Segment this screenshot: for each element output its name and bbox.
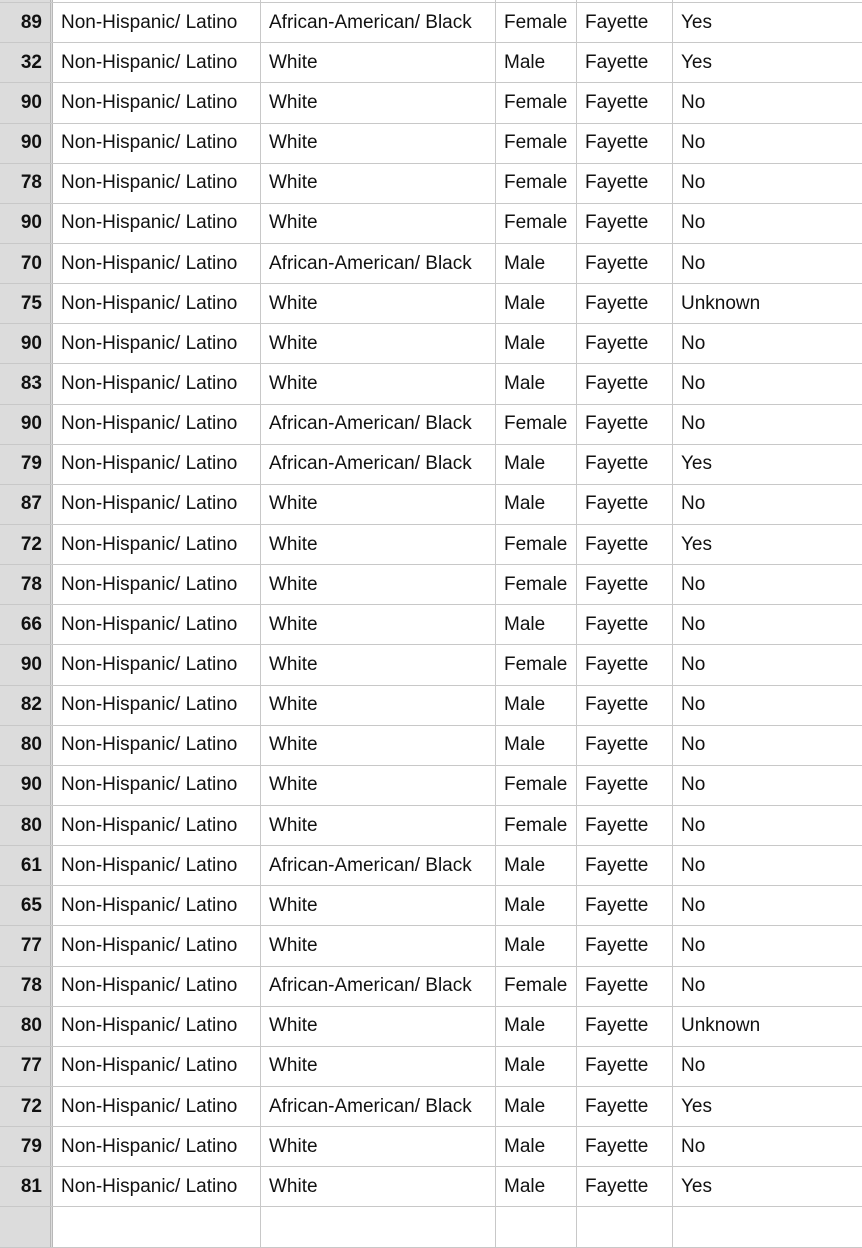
cell-age-header[interactable]: 72 bbox=[0, 525, 53, 564]
cell-age-header[interactable]: 80 bbox=[0, 726, 53, 765]
cell-county[interactable]: Fayette bbox=[577, 886, 673, 925]
table-row bbox=[0, 886, 862, 926]
cell-ethnicity[interactable]: Non-Hispanic/ Latino bbox=[53, 43, 261, 82]
cell-status[interactable]: No bbox=[681, 653, 706, 675]
table-row bbox=[0, 605, 862, 645]
cell-age-header[interactable]: 83 bbox=[0, 364, 53, 403]
cell-sex[interactable]: Male bbox=[496, 445, 577, 484]
cell-sex[interactable]: Male bbox=[496, 1127, 577, 1166]
cell-county[interactable]: Fayette bbox=[577, 967, 673, 1006]
cell-status[interactable]: No bbox=[681, 212, 706, 234]
cell-age-header[interactable]: 90 bbox=[0, 204, 53, 243]
cell-race[interactable]: White bbox=[261, 83, 496, 122]
cell-sex[interactable]: Female bbox=[496, 3, 577, 42]
cell-status[interactable] bbox=[673, 1207, 862, 1246]
cell-county[interactable]: Fayette bbox=[577, 1167, 673, 1206]
cell-race[interactable]: White bbox=[261, 1167, 496, 1206]
cell-ethnicity[interactable]: Non-Hispanic/ Latino bbox=[53, 244, 261, 283]
cell-county[interactable]: Fayette bbox=[577, 846, 673, 885]
cell-status[interactable]: No bbox=[681, 894, 706, 916]
cell-age-header[interactable]: 78 bbox=[0, 164, 53, 203]
cell-county[interactable]: Fayette bbox=[577, 364, 673, 403]
cell-county[interactable]: Fayette bbox=[577, 1007, 673, 1046]
table-row bbox=[0, 645, 862, 685]
cell-race[interactable] bbox=[261, 1207, 496, 1246]
cell-race[interactable]: White bbox=[261, 686, 496, 725]
cell-race[interactable]: White bbox=[261, 1007, 496, 1046]
table-row bbox=[0, 1127, 862, 1167]
cell-sex[interactable] bbox=[496, 1207, 577, 1246]
table-row bbox=[0, 324, 862, 364]
cell-age-header[interactable]: 79 bbox=[0, 1127, 53, 1166]
cell-ethnicity[interactable] bbox=[53, 0, 261, 2]
table-row bbox=[0, 926, 862, 966]
cell-age-header[interactable]: 75 bbox=[0, 284, 53, 323]
cell-race[interactable]: White bbox=[261, 926, 496, 965]
cell-status[interactable]: Yes bbox=[681, 1095, 712, 1117]
cell-ethnicity[interactable]: Non-Hispanic/ Latino bbox=[53, 605, 261, 644]
cell-county[interactable]: Fayette bbox=[577, 605, 673, 644]
cell-county[interactable]: Fayette bbox=[577, 43, 673, 82]
table-row bbox=[0, 164, 862, 204]
cell-ethnicity[interactable]: Non-Hispanic/ Latino bbox=[53, 445, 261, 484]
cell-age-header[interactable]: 90 bbox=[0, 324, 53, 363]
cell-ethnicity[interactable]: Non-Hispanic/ Latino bbox=[53, 726, 261, 765]
cell-sex[interactable] bbox=[496, 0, 577, 2]
cell-sex[interactable]: Male bbox=[496, 284, 577, 323]
cell-race[interactable]: White bbox=[261, 364, 496, 403]
cell-ethnicity[interactable]: Non-Hispanic/ Latino bbox=[53, 324, 261, 363]
cell-ethnicity[interactable] bbox=[53, 1207, 261, 1246]
cell-ethnicity[interactable]: Non-Hispanic/ Latino bbox=[53, 124, 261, 163]
cell-sex[interactable]: Female bbox=[496, 83, 577, 122]
table-row bbox=[0, 846, 862, 886]
cell-sex[interactable]: Male bbox=[496, 485, 577, 524]
cell-ethnicity[interactable]: Non-Hispanic/ Latino bbox=[53, 926, 261, 965]
cell-age-header[interactable]: 90 bbox=[0, 766, 53, 805]
cell-status[interactable]: Yes bbox=[681, 11, 712, 33]
cell-race[interactable]: White bbox=[261, 605, 496, 644]
cell-status[interactable]: Unknown bbox=[681, 1015, 761, 1037]
cell-status[interactable]: No bbox=[681, 573, 706, 595]
cell-ethnicity[interactable]: Non-Hispanic/ Latino bbox=[53, 3, 261, 42]
cell-sex[interactable]: Female bbox=[496, 806, 577, 845]
cell-age-header[interactable]: 82 bbox=[0, 686, 53, 725]
cell-ethnicity[interactable]: Non-Hispanic/ Latino bbox=[53, 806, 261, 845]
table-row bbox=[0, 244, 862, 284]
cell-sex[interactable]: Female bbox=[496, 124, 577, 163]
cell-ethnicity[interactable]: Non-Hispanic/ Latino bbox=[53, 1007, 261, 1046]
cell-race[interactable]: African-American/ Black bbox=[261, 846, 496, 885]
cell-race[interactable]: African-American/ Black bbox=[261, 967, 496, 1006]
cell-age-header[interactable]: 70 bbox=[0, 244, 53, 283]
table-row bbox=[0, 967, 862, 1007]
table-row bbox=[0, 204, 862, 244]
cell-race[interactable]: African-American/ Black bbox=[261, 405, 496, 444]
cell-race[interactable]: White bbox=[261, 284, 496, 323]
cell-race[interactable]: White bbox=[261, 886, 496, 925]
cell-race[interactable]: White bbox=[261, 164, 496, 203]
table-row bbox=[0, 284, 862, 324]
table-row bbox=[0, 124, 862, 164]
cell-age-header[interactable]: 78 bbox=[0, 565, 53, 604]
cell-status[interactable]: No bbox=[681, 132, 706, 154]
cell-age-header[interactable] bbox=[0, 1207, 53, 1246]
cell-status[interactable]: No bbox=[681, 854, 706, 876]
cell-ethnicity[interactable]: Non-Hispanic/ Latino bbox=[53, 886, 261, 925]
cell-county[interactable]: Fayette bbox=[577, 124, 673, 163]
table-row bbox=[0, 364, 862, 404]
cell-age-header[interactable]: 90 bbox=[0, 405, 53, 444]
cell-county[interactable]: Fayette bbox=[577, 485, 673, 524]
cell-race[interactable]: African-American/ Black bbox=[261, 1087, 496, 1126]
cell-ethnicity[interactable]: Non-Hispanic/ Latino bbox=[53, 1167, 261, 1206]
cell-age-header[interactable]: 90 bbox=[0, 645, 53, 684]
cell-ethnicity[interactable]: Non-Hispanic/ Latino bbox=[53, 164, 261, 203]
cell-sex[interactable]: Female bbox=[496, 525, 577, 564]
cell-county[interactable]: Fayette bbox=[577, 1087, 673, 1126]
cell-age-header[interactable]: 80 bbox=[0, 1007, 53, 1046]
cell-county[interactable]: Fayette bbox=[577, 686, 673, 725]
cell-ethnicity[interactable]: Non-Hispanic/ Latino bbox=[53, 284, 261, 323]
cell-age-header[interactable]: 90 bbox=[0, 83, 53, 122]
cell-status[interactable]: No bbox=[681, 694, 706, 716]
cell-ethnicity[interactable]: Non-Hispanic/ Latino bbox=[53, 766, 261, 805]
cell-sex[interactable]: Female bbox=[496, 204, 577, 243]
cell-sex[interactable]: Male bbox=[496, 846, 577, 885]
cell-age-header[interactable]: 77 bbox=[0, 926, 53, 965]
cell-ethnicity[interactable]: Non-Hispanic/ Latino bbox=[53, 83, 261, 122]
cell-sex[interactable]: Male bbox=[496, 605, 577, 644]
cell-status[interactable]: No bbox=[681, 252, 706, 274]
cell-ethnicity[interactable]: Non-Hispanic/ Latino bbox=[53, 846, 261, 885]
table-row bbox=[0, 766, 862, 806]
cell-age-header[interactable]: 66 bbox=[0, 605, 53, 644]
cell-race[interactable]: White bbox=[261, 766, 496, 805]
cell-sex[interactable]: Female bbox=[496, 766, 577, 805]
cell-county[interactable]: Fayette bbox=[577, 204, 673, 243]
cell-sex[interactable]: Female bbox=[496, 967, 577, 1006]
cell-ethnicity[interactable]: Non-Hispanic/ Latino bbox=[53, 204, 261, 243]
cell-age-header[interactable]: 81 bbox=[0, 1167, 53, 1206]
cell-status[interactable]: No bbox=[681, 1135, 706, 1157]
cell-county[interactable]: Fayette bbox=[577, 405, 673, 444]
cell-sex[interactable]: Male bbox=[496, 1167, 577, 1206]
cell-race[interactable]: White bbox=[261, 324, 496, 363]
table-row bbox=[0, 565, 862, 605]
cell-age-header[interactable]: 32 bbox=[0, 43, 53, 82]
cell-age-header[interactable] bbox=[0, 0, 53, 2]
table-row bbox=[0, 3, 862, 43]
cell-race[interactable]: White bbox=[261, 43, 496, 82]
cell-sex[interactable]: Male bbox=[496, 43, 577, 82]
cell-county[interactable]: Fayette bbox=[577, 83, 673, 122]
cell-status[interactable]: No bbox=[681, 172, 706, 194]
cell-age-header[interactable]: 87 bbox=[0, 485, 53, 524]
cell-ethnicity[interactable]: Non-Hispanic/ Latino bbox=[53, 645, 261, 684]
cell-status[interactable] bbox=[673, 0, 862, 2]
cell-status[interactable]: No bbox=[681, 734, 706, 756]
table-row bbox=[0, 726, 862, 766]
cell-ethnicity[interactable]: Non-Hispanic/ Latino bbox=[53, 967, 261, 1006]
cell-race[interactable]: White bbox=[261, 565, 496, 604]
cell-status[interactable]: No bbox=[681, 774, 706, 796]
cell-race[interactable]: African-American/ Black bbox=[261, 445, 496, 484]
cell-county[interactable]: Fayette bbox=[577, 806, 673, 845]
cell-sex[interactable]: Female bbox=[496, 565, 577, 604]
cell-race[interactable]: White bbox=[261, 124, 496, 163]
cell-age-header[interactable]: 78 bbox=[0, 967, 53, 1006]
cell-age-header[interactable]: 79 bbox=[0, 445, 53, 484]
table-row bbox=[0, 806, 862, 846]
cell-status[interactable]: No bbox=[681, 613, 706, 635]
cell-race[interactable]: White bbox=[261, 1127, 496, 1166]
cell-sex[interactable]: Male bbox=[496, 324, 577, 363]
cell-race[interactable]: White bbox=[261, 1047, 496, 1086]
cell-county[interactable]: Fayette bbox=[577, 1047, 673, 1086]
cell-ethnicity[interactable]: Non-Hispanic/ Latino bbox=[53, 565, 261, 604]
cell-status[interactable]: No bbox=[681, 814, 706, 836]
table-row bbox=[0, 1167, 862, 1207]
cell-race[interactable]: African-American/ Black bbox=[261, 244, 496, 283]
cell-sex[interactable]: Male bbox=[496, 886, 577, 925]
cell-sex[interactable]: Female bbox=[496, 405, 577, 444]
cell-status[interactable]: No bbox=[681, 332, 706, 354]
cell-race[interactable]: White bbox=[261, 645, 496, 684]
cell-county[interactable]: Fayette bbox=[577, 766, 673, 805]
cell-status[interactable]: No bbox=[681, 413, 706, 435]
cell-sex[interactable]: Male bbox=[496, 364, 577, 403]
cell-county[interactable]: Fayette bbox=[577, 3, 673, 42]
table-row bbox=[0, 1207, 862, 1247]
cell-age-header[interactable]: 77 bbox=[0, 1047, 53, 1086]
cell-race[interactable]: White bbox=[261, 485, 496, 524]
cell-county[interactable]: Fayette bbox=[577, 926, 673, 965]
cell-ethnicity[interactable]: Non-Hispanic/ Latino bbox=[53, 485, 261, 524]
cell-status[interactable]: Yes bbox=[681, 1175, 712, 1197]
table-row bbox=[0, 1047, 862, 1087]
cell-county[interactable]: Fayette bbox=[577, 445, 673, 484]
table-row bbox=[0, 405, 862, 445]
cell-sex[interactable]: Male bbox=[496, 726, 577, 765]
cell-status[interactable]: No bbox=[681, 91, 706, 113]
table-row bbox=[0, 1087, 862, 1127]
cell-sex[interactable]: Male bbox=[496, 1087, 577, 1126]
cell-status[interactable]: No bbox=[681, 975, 706, 997]
cell-ethnicity[interactable]: Non-Hispanic/ Latino bbox=[53, 364, 261, 403]
cell-county[interactable] bbox=[577, 1207, 673, 1246]
cell-ethnicity[interactable]: Non-Hispanic/ Latino bbox=[53, 405, 261, 444]
cell-race[interactable]: White bbox=[261, 204, 496, 243]
cell-sex[interactable]: Male bbox=[496, 686, 577, 725]
cell-age-header[interactable]: 80 bbox=[0, 806, 53, 845]
cell-ethnicity[interactable]: Non-Hispanic/ Latino bbox=[53, 525, 261, 564]
cell-county[interactable]: Fayette bbox=[577, 565, 673, 604]
cell-age-header[interactable]: 72 bbox=[0, 1087, 53, 1126]
cell-status[interactable]: No bbox=[681, 1055, 706, 1077]
table-row bbox=[0, 1007, 862, 1047]
cell-ethnicity[interactable]: Non-Hispanic/ Latino bbox=[53, 686, 261, 725]
cell-race[interactable]: White bbox=[261, 806, 496, 845]
cell-status[interactable]: Unknown bbox=[681, 292, 761, 314]
cell-sex[interactable]: Male bbox=[496, 926, 577, 965]
cell-sex[interactable]: Female bbox=[496, 164, 577, 203]
cell-ethnicity[interactable]: Non-Hispanic/ Latino bbox=[53, 1127, 261, 1166]
table-row bbox=[0, 686, 862, 726]
cell-county[interactable]: Fayette bbox=[577, 284, 673, 323]
cell-age-header[interactable]: 65 bbox=[0, 886, 53, 925]
cell-county[interactable] bbox=[577, 0, 673, 2]
cell-county[interactable]: Fayette bbox=[577, 324, 673, 363]
cell-race[interactable] bbox=[261, 0, 496, 2]
cell-age-header[interactable]: 89 bbox=[0, 3, 53, 42]
cell-status[interactable]: No bbox=[681, 372, 706, 394]
cell-sex[interactable]: Male bbox=[496, 244, 577, 283]
cell-county[interactable]: Fayette bbox=[577, 525, 673, 564]
cell-sex[interactable]: Female bbox=[496, 645, 577, 684]
cell-status[interactable]: Yes bbox=[681, 533, 712, 555]
cell-age-header[interactable]: 90 bbox=[0, 124, 53, 163]
cell-county[interactable]: Fayette bbox=[577, 164, 673, 203]
cell-status[interactable]: No bbox=[681, 934, 706, 956]
cell-race[interactable]: White bbox=[261, 525, 496, 564]
cell-ethnicity[interactable]: Non-Hispanic/ Latino bbox=[53, 1087, 261, 1126]
cell-race[interactable]: African-American/ Black bbox=[261, 3, 496, 42]
cell-status[interactable]: Yes bbox=[681, 453, 712, 475]
cell-county[interactable]: Fayette bbox=[577, 726, 673, 765]
cell-race[interactable]: White bbox=[261, 726, 496, 765]
cell-sex[interactable]: Male bbox=[496, 1047, 577, 1086]
cell-county[interactable]: Fayette bbox=[577, 645, 673, 684]
cell-status[interactable]: Yes bbox=[681, 51, 712, 73]
table-row bbox=[0, 445, 862, 485]
cell-sex[interactable]: Male bbox=[496, 1007, 577, 1046]
cell-county[interactable]: Fayette bbox=[577, 244, 673, 283]
table-row bbox=[0, 485, 862, 525]
cell-status[interactable]: No bbox=[681, 493, 706, 515]
cell-county[interactable]: Fayette bbox=[577, 1127, 673, 1166]
cell-age-header[interactable]: 61 bbox=[0, 846, 53, 885]
cell-ethnicity[interactable]: Non-Hispanic/ Latino bbox=[53, 1047, 261, 1086]
table-row bbox=[0, 83, 862, 123]
table-row bbox=[0, 525, 862, 565]
table-row bbox=[0, 43, 862, 83]
